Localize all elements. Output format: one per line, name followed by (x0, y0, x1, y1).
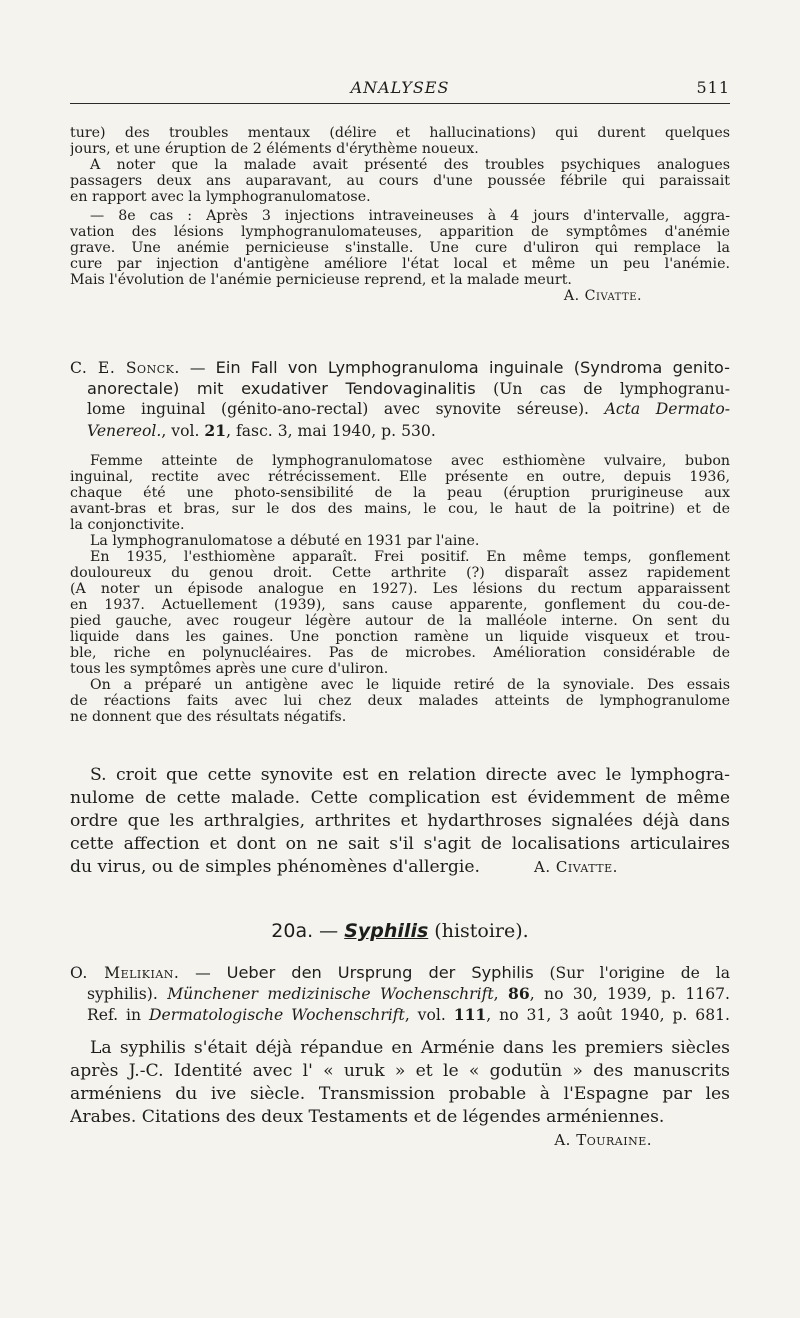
reference-author: C. E. Sonck. (70, 359, 180, 377)
reference-line: Venereol., vol. 21, fasc. 3, mai 1940, p. 530. (87, 421, 436, 440)
section-number: 20a. (271, 920, 314, 942)
reference-author: O. Melikian. (70, 964, 180, 982)
section-name: Syphilis (344, 920, 429, 942)
volume-number: 111 (453, 1005, 487, 1024)
text-line: cure par injection d'antigène améliore l'état local et même un peu l'anémie. (70, 256, 730, 272)
text-line: (A noter un épisode analogue en 1927). Les lésions du rectum apparaissent (70, 581, 730, 597)
text-line: de réactions faits avec lui chez deux malades atteints de lymphogranulome (70, 693, 730, 709)
text-line: chaque été une photo-sensibilité de la peau (éruption prurigineuse aux (70, 485, 730, 501)
text-line: Mais l'évolution de l'anémie pernicieuse reprend, et la malade meurt. (70, 272, 572, 288)
reference-title: Ueber den Ursprung der Syphilis (226, 963, 534, 982)
reference-line: C. E. Sonck. — Ein Fall von Lymphogranuloma inguinale (Syndroma genito- (70, 358, 730, 377)
text-line: pied gauche, avec rougeur légère autour de la malléole interne. On sent du (70, 613, 730, 629)
text-line: ordre que les arthralgies, arthrites et hydarthroses signalées déjà dans (70, 811, 730, 831)
volume-number: 21 (204, 421, 227, 440)
page-number: 511 (696, 78, 730, 97)
text-line: tous les symptômes après une cure d'uliron. (70, 661, 389, 677)
abstract-sonck-comment (70, 764, 730, 879)
text-line: En 1935, l'esthiomène apparaît. Frei positif. En même temps, gonflement (90, 549, 730, 565)
text-line: cette affection et dont on ne sait s'il s'agit de localisations articulaires (70, 834, 730, 854)
text-line: — 8e cas : Après 3 injections intraveineuses à 4 jours d'intervalle, aggra- (90, 208, 730, 224)
text-line: du virus, ou de simples phénomènes d'allergie. A. Civatte. (70, 857, 618, 877)
signature: A. Civatte. (534, 858, 618, 876)
reference-line: syphilis). Münchener medizinische Wochenschrift, 86, no 30, 1939, p. 1167. (87, 984, 730, 1003)
signature: A. Civatte. (563, 288, 642, 304)
text-line: ture) des troubles mentaux (délire et hallucinations) qui durent quelques (70, 125, 730, 141)
reference-title: Ein Fall von Lymphogranuloma inguinale (Syndroma genito- (215, 358, 730, 377)
text-line: ne donnent que des résultats négatifs. (70, 709, 347, 725)
text-line: arméniens du ive siècle. Transmission probable à l'Espagne par les (70, 1084, 730, 1104)
reference-line: anorectale) mit exudativer Tendovaginalitis (Un cas de lymphogranu- (87, 379, 730, 398)
abstract-melikian (70, 1037, 730, 1152)
running-header (70, 78, 730, 102)
journal-name: Venereol. (87, 422, 162, 440)
text-line: la conjonctivite. (70, 517, 185, 533)
text-line: en 1937. Actuellement (1939), sans cause apparente, gonflement du cou-de- (70, 597, 730, 613)
reference-line: O. Melikian. — Ueber den Ursprung der Syphilis (Sur l'origine de la (70, 963, 730, 982)
text-line: vation des lésions lymphogranulomateuses, apparition de symptômes d'anémie (70, 224, 730, 240)
volume-number: 86 (508, 984, 530, 1003)
text-line: La lymphogranulomatose a débuté en 1931 par l'aine. (90, 533, 480, 549)
abstract-sonck-details (70, 453, 730, 725)
reference-melikian (70, 962, 730, 1025)
section-subtitle: (histoire). (428, 920, 529, 942)
reference-title: anorectale) mit exudativer Tendovaginalitis (87, 379, 476, 398)
text-line: après J.-C. Identité avec l' « uruk » et le « godutün » des manuscrits (70, 1061, 730, 1081)
running-title: ANALYSES (350, 78, 450, 97)
text-line: Arabes. Citations des deux Testaments et de légendes arméniennes. (70, 1107, 665, 1127)
abstract-continuation (70, 125, 730, 304)
text-line: passagers deux ans auparavant, au cours d'une poussée fébrile qui paraissait (70, 173, 730, 189)
reference-line: Ref. in Dermatologische Wochenschrift, vol. 111, no 31, 3 août 1940, p. 681. (87, 1005, 730, 1024)
reference-line: lome inguinal (génito-ano-rectal) avec synovite séreuse). Acta Dermato- (87, 400, 730, 418)
text-line: A noter que la malade avait présenté des troubles psychiques analogues (90, 157, 730, 173)
text-line: liquide dans les gaines. Une ponction ramène un liquide visqueux et trou- (70, 629, 730, 645)
text-line: S. croit que cette synovite est en relation directe avec le lymphogra- (90, 765, 730, 785)
signature: A. Touraine. (554, 1131, 652, 1149)
reference-sonck (70, 357, 730, 441)
journal-name: Münchener medizinische Wochenschrift (167, 985, 494, 1003)
text-line: avant-bras et bras, sur le dos des mains, le cou, le haut de la poitrine) et de (70, 501, 730, 517)
header-rule (70, 103, 730, 104)
text-line: grave. Une anémie pernicieuse s'installe. Une cure d'uliron qui remplace la (70, 240, 730, 256)
text-line: inguinal, rectite avec rétrécissement. Elle présente en outre, depuis 1936, (70, 469, 730, 485)
text-line: douloureux du genou droit. Cette arthrite (?) disparaît assez rapidement (70, 565, 730, 581)
section-heading: 20a. — Syphilis (histoire). (271, 920, 529, 942)
text-line: nulome de cette malade. Cette complication est évidemment de même (70, 788, 730, 808)
text-line: On a préparé un antigène avec le liquide retiré de la synoviale. Des essais (90, 677, 730, 693)
text-line: jours, et une éruption de 2 éléments d'érythème noueux. (70, 141, 479, 157)
text-line: La syphilis s'était déjà répandue en Arménie dans les premiers siècles (90, 1038, 730, 1058)
journal-name: Acta Dermato- (604, 400, 730, 418)
text-line: Femme atteinte de lymphogranulomatose avec esthiomène vulvaire, bubon (90, 453, 730, 469)
text-line: en rapport avec la lymphogranulomatose. (70, 189, 371, 205)
journal-name: Dermatologische Wochenschrift (148, 1006, 405, 1024)
text-line: ble, riche en polynucléaires. Pas de microbes. Amélioration considérable de (70, 645, 730, 661)
